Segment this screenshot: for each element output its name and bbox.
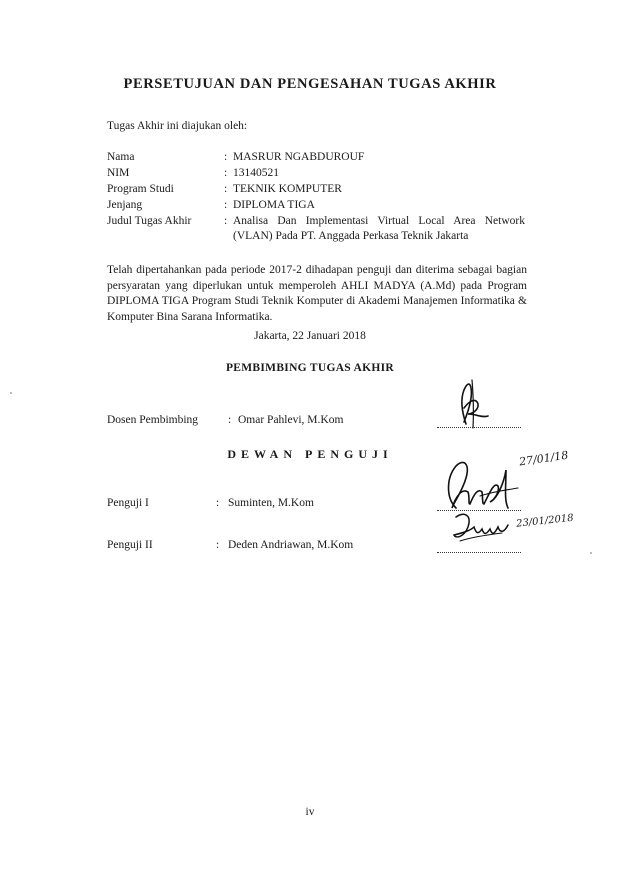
field-colon: : xyxy=(224,151,228,163)
field-label: Jenjang xyxy=(107,199,143,211)
field-value: Analisa Dan Implementasi Virtual Local Area Network (VLAN) Pada PT. Anggada Perkasa Teknik Jakarta xyxy=(233,215,525,242)
examiner-1-name: Suminten, M.Kom xyxy=(228,497,314,509)
signature-line xyxy=(437,552,521,553)
field-colon: : xyxy=(224,183,228,195)
examiners-heading: DEWAN PENGUJI xyxy=(227,447,393,461)
handwritten-date-1: 27/01/18 xyxy=(518,448,570,469)
field-colon: : xyxy=(224,199,228,211)
scan-speck xyxy=(590,552,592,554)
field-label: Nama xyxy=(107,151,135,163)
advisor-name: Omar Pahlevi, M.Kom xyxy=(238,414,344,426)
examiner-2-signature xyxy=(450,505,520,547)
advisor-signature xyxy=(448,372,508,432)
field-colon: : xyxy=(224,167,228,179)
handwritten-date-2: 23/01/2018 xyxy=(515,512,575,530)
examiner-2-label: Penguji II xyxy=(107,539,153,551)
page-title: PERSETUJUAN DAN PENGESAHAN TUGAS AKHIR xyxy=(123,76,497,92)
place-date: Jakarta, 22 Januari 2018 xyxy=(254,330,366,342)
field-colon: : xyxy=(224,215,228,227)
field-value: TEKNIK KOMPUTER xyxy=(233,183,342,195)
examiner-2-colon: : xyxy=(216,539,220,551)
examiner-2-name: Deden Andriawan, M.Kom xyxy=(228,539,354,551)
statement-paragraph: Telah dipertahankan pada periode 2017-2 dihadapan penguji dan diterima sebagai bagian persyaratan yang diperlukan untuk memperoleh AHLI MADYA (A.Md) pada Program DIPLOMA TIGA Program Studi Teknik Komputer di Akademi Manajemen Informatika & Komputer Bina Sarana Informatika. xyxy=(107,264,527,323)
examiner-1-label: Penguji I xyxy=(107,497,149,509)
advisor-heading: PEMBIMBING TUGAS AKHIR xyxy=(225,362,395,374)
intro-text: Tugas Akhir ini diajukan oleh: xyxy=(107,120,248,132)
advisor-label: Dosen Pembimbing xyxy=(107,414,199,426)
advisor-colon: : xyxy=(228,414,232,426)
page-number: iv xyxy=(305,806,315,818)
scan-speck xyxy=(10,392,12,394)
field-label: Judul Tugas Akhir xyxy=(107,215,192,227)
field-label: NIM xyxy=(107,167,130,179)
field-value: DIPLOMA TIGA xyxy=(233,199,315,211)
examiner-1-colon: : xyxy=(216,497,220,509)
field-value: 13140521 xyxy=(233,167,279,179)
field-label: Program Studi xyxy=(107,183,174,195)
field-value: MASRUR NGABDUROUF xyxy=(233,151,365,163)
